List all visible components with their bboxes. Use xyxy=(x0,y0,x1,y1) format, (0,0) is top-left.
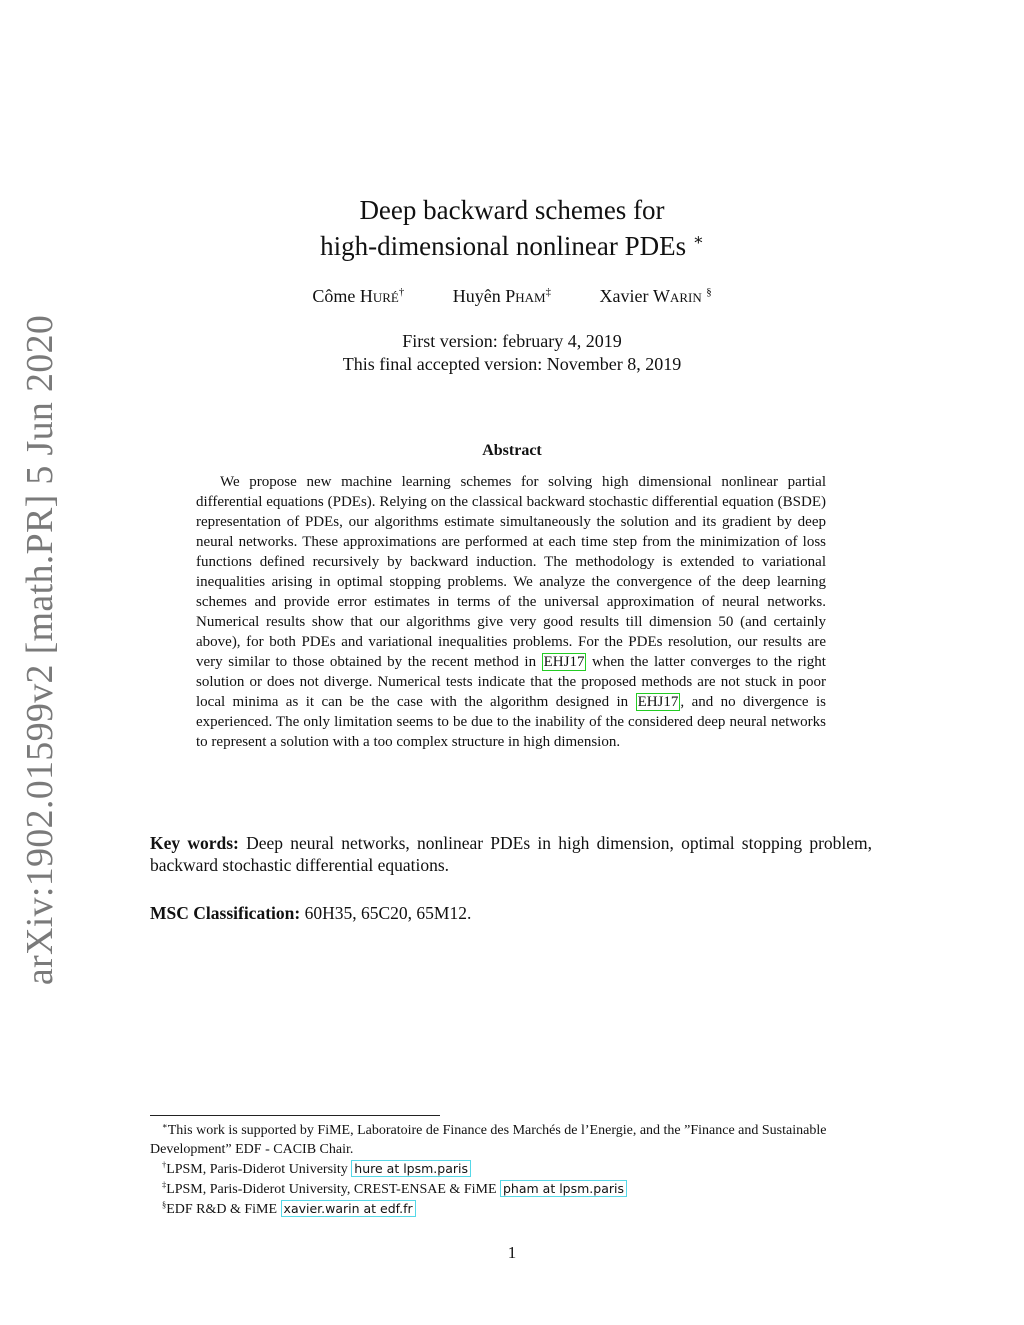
abstract-text-1: We propose new machine learning schemes for solving high dimensional nonlinear partial differential equations (PDEs). Relying on the classical backward stochastic differential equation (BSDE) representation of PDEs, our algorithms estimate simultaneously the solution and its gradient by deep neural networks. These approximations are performed at each time step from the minimization of loss functions defined recursively by backward induction. The methodology is extended to variational inequalities arising in optimal stopping problems. We analyze the convergence of the deep learning schemes and provide error estimates in terms of the universal approximation of neural networks. Numerical results show that our algorithms give very good results till dimension 50 (and certainly above), for both PDEs and variational inequalities problems. For the PDEs resolution, our results are very similar to those obtained by the recent method in xyxy=(196,474,826,670)
citation-link-ehj17[interactable]: EHJ17 xyxy=(543,654,585,670)
footnote-author-2-affiliation: LPSM, Paris-Diderot University, CREST-ENSAE & FiME xyxy=(166,1182,500,1197)
version-dates xyxy=(0,330,1024,376)
keywords-label: Key words: xyxy=(150,833,239,853)
footnote-funding xyxy=(150,1121,874,1159)
footnotes xyxy=(150,1121,874,1219)
footnote-author-3-affiliation: EDF R&D & FiME xyxy=(166,1202,281,1217)
author-list xyxy=(0,286,1024,307)
title-line-2-text: high-dimensional nonlinear PDEs xyxy=(320,231,687,261)
email-link-pham[interactable]: pham at lpsm.paris xyxy=(500,1180,627,1197)
first-version-date: First version: february 4, 2019 xyxy=(402,331,622,351)
author-1-first-name: Côme xyxy=(312,286,356,306)
author-2-footnote-mark[interactable]: ‡ xyxy=(545,286,551,298)
footnote-author-3 xyxy=(150,1199,874,1219)
email-link-hure[interactable]: hure at lpsm.paris xyxy=(351,1160,471,1177)
author-1 xyxy=(312,286,404,307)
author-2-last-name: Pham xyxy=(505,286,546,306)
author-2-first-name: Huyên xyxy=(452,286,501,306)
footnote-author-2-mark: ‡ xyxy=(162,1180,167,1190)
author-3-first-name: Xavier xyxy=(599,286,649,306)
arxiv-identifier: arXiv:1902.01599v2 [math.PR] 5 Jun 2020 xyxy=(19,314,61,986)
msc-classification-section xyxy=(150,902,872,924)
paper-title xyxy=(0,192,1024,264)
footnote-author-2 xyxy=(150,1179,874,1199)
keywords-section xyxy=(150,832,872,876)
arxiv-sidebar-stamp xyxy=(8,314,72,986)
footnote-divider xyxy=(150,1115,440,1116)
title-line-1: Deep backward schemes for xyxy=(359,195,665,225)
author-1-footnote-mark[interactable]: † xyxy=(398,286,405,298)
keywords-text: Deep neural networks, nonlinear PDEs in high dimension, optimal stopping problem, backward stochastic differential equations. xyxy=(150,833,873,875)
msc-text: 60H35, 65C20, 65M12. xyxy=(304,903,472,923)
final-version-date: This final accepted version: November 8, 2019 xyxy=(342,354,682,374)
title-line-2 xyxy=(0,228,1024,264)
abstract-heading: Abstract xyxy=(482,442,542,459)
author-2 xyxy=(453,286,551,307)
author-1-last-name: Huré xyxy=(359,286,399,306)
footnote-author-1 xyxy=(150,1159,874,1179)
author-3 xyxy=(600,286,712,307)
citation-link-ehj17-second[interactable]: EHJ17 xyxy=(637,694,679,710)
page-number: 1 xyxy=(507,1243,517,1262)
abstract-body xyxy=(196,472,826,752)
email-link-warin[interactable]: xavier.warin at edf.fr xyxy=(281,1200,416,1217)
footnote-author-1-affiliation: LPSM, Paris-Diderot University xyxy=(166,1162,352,1177)
footnote-funding-text: This work is supported by FiME, Laboratoire de Finance des Marchés de l’Energie, and the ”Finance and Sustainable Development” EDF - CACIB Chair. xyxy=(150,1123,827,1157)
footnote-author-3-mark: § xyxy=(162,1200,167,1210)
msc-label: MSC Classification: xyxy=(150,903,301,923)
title-footnote-mark[interactable]: ∗ xyxy=(692,231,704,249)
abstract-text-3: , and no divergence is experienced. The only limitation seems to be due to the inability of the considered deep neural networks to represent a solution with a too complex structure in high dimension. xyxy=(196,694,826,750)
author-3-footnote-mark[interactable]: § xyxy=(706,286,712,298)
footnote-funding-mark: ∗ xyxy=(162,1121,168,1131)
footnote-author-1-mark: † xyxy=(162,1160,167,1170)
abstract-text-2: when the latter converges to the right solution or does not diverge. Numerical tests indicate that the proposed methods are not stuck in poor local minima as it can be the case with the algorithm designed in xyxy=(196,654,826,710)
author-3-last-name: Warin xyxy=(652,286,702,306)
